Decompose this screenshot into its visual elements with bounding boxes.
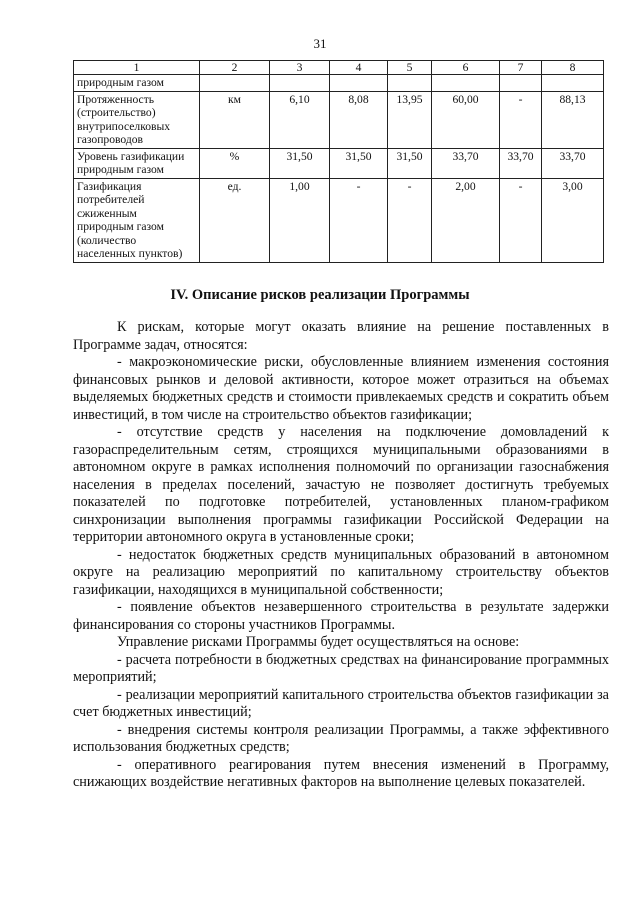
table-cell-value: 31,50 (270, 148, 330, 178)
table-cell-value (270, 75, 330, 92)
paragraph: К рискам, которые могут оказать влияние на решение поставленных в Программе задач, относятся: (73, 319, 609, 353)
paragraph: - появление объектов незавершенного строительства в результате задержки финансирования со стороны участников Программы. (73, 599, 609, 633)
table-cell-value: - (388, 178, 432, 262)
table-cell-value: 2,00 (432, 178, 500, 262)
table-cell-value: 6,10 (270, 91, 330, 148)
table-cell-value (542, 75, 604, 92)
table-cell-unit (200, 75, 270, 92)
paragraph: - реализации мероприятий капитального строительства объектов газификации за счет бюджетных инвестиций; (73, 686, 609, 720)
table-cell-value: - (330, 178, 388, 262)
paragraph: Управление рисками Программы будет осуществляться на основе: (117, 634, 520, 650)
body-text (73, 319, 609, 792)
table-header-cell: 4 (330, 61, 388, 75)
table-cell-value: 60,00 (432, 91, 500, 148)
table-row (74, 75, 604, 92)
table-row (74, 91, 604, 148)
table-cell-value: 33,70 (432, 148, 500, 178)
table-cell-value: - (500, 91, 542, 148)
table-cell-value (432, 75, 500, 92)
table-cell-value: - (500, 178, 542, 262)
table-cell-unit: % (200, 148, 270, 178)
table-header-cell: 2 (200, 61, 270, 75)
table-cell-unit: ед. (200, 178, 270, 262)
table-header-cell: 3 (270, 61, 330, 75)
table-row (74, 148, 604, 178)
table-header-cell: 6 (432, 61, 500, 75)
table-cell-name: Газификация потребителей сжиженным природным газом (количество населенных пунктов) (74, 178, 200, 262)
table-cell-unit: км (200, 91, 270, 148)
table-cell-value (388, 75, 432, 92)
table-cell-value: 3,00 (542, 178, 604, 262)
paragraph: - отсутствие средств у населения на подключение домовладений к газораспределительным сетям, строящихся муниципальными образованиями в автономном округе в рамках исполнения полномочий по организации газоснабжения населения в пределах поселений, зачастую не позволяет достигнуть требуемых показателей по подготовке потребителей, установленных планом-графиком синхронизации выполнения программы газификации Российской Федерации на территории автономного округа в установленные сроки; (73, 424, 609, 545)
table-cell-value: 31,50 (330, 148, 388, 178)
table-cell-name: природным газом (74, 75, 200, 92)
table-cell-value: 33,70 (542, 148, 604, 178)
indicators-table (73, 60, 604, 263)
table-cell-name: Протяженность (строительство) внутрипоселковых газопроводов (74, 91, 200, 148)
paragraph: - внедрения системы контроля реализации Программы, а также эффективного использования бюджетных средств; (73, 721, 609, 755)
table-header-cell: 1 (74, 61, 200, 75)
table-header-cell: 7 (500, 61, 542, 75)
paragraph: - расчета потребности в бюджетных средствах на финансирование программных мероприятий; (73, 651, 609, 685)
table-cell-value: 31,50 (388, 148, 432, 178)
table-cell-value: 88,13 (542, 91, 604, 148)
table-cell-value: 1,00 (270, 178, 330, 262)
table-header-cell: 8 (542, 61, 604, 75)
table-cell-value (330, 75, 388, 92)
paragraph: - макроэкономические риски, обусловленные влиянием изменения состояния финансовых рынков и деловой активности, которое может отразиться на объемах выделяемых бюджетных средств и стоимости привлекаемых средств и сократить объем инвестиций, в том числе на строительство объектов газификации; (73, 354, 609, 423)
table-row (74, 178, 604, 262)
paragraph: - недостаток бюджетных средств муниципальных образований в автономном округе на реализацию мероприятий по капитальному строительству объектов газификации, находящихся в муниципальной собственности; (73, 546, 609, 598)
section-title: IV. Описание рисков реализации Программы (170, 287, 470, 303)
table-cell-value: 8,08 (330, 91, 388, 148)
table-cell-name: Уровень газификации природным газом (74, 148, 200, 178)
table-cell-value: 13,95 (388, 91, 432, 148)
table-header-row (74, 61, 604, 75)
paragraph: - оперативного реагирования путем внесения изменений в Программу, снижающих воздействие негативных факторов на выполнение целевых показателей. (73, 756, 609, 790)
table-header-cell: 5 (388, 61, 432, 75)
page-number: 31 (313, 36, 327, 51)
table-cell-value (500, 75, 542, 92)
table-cell-value: 33,70 (500, 148, 542, 178)
